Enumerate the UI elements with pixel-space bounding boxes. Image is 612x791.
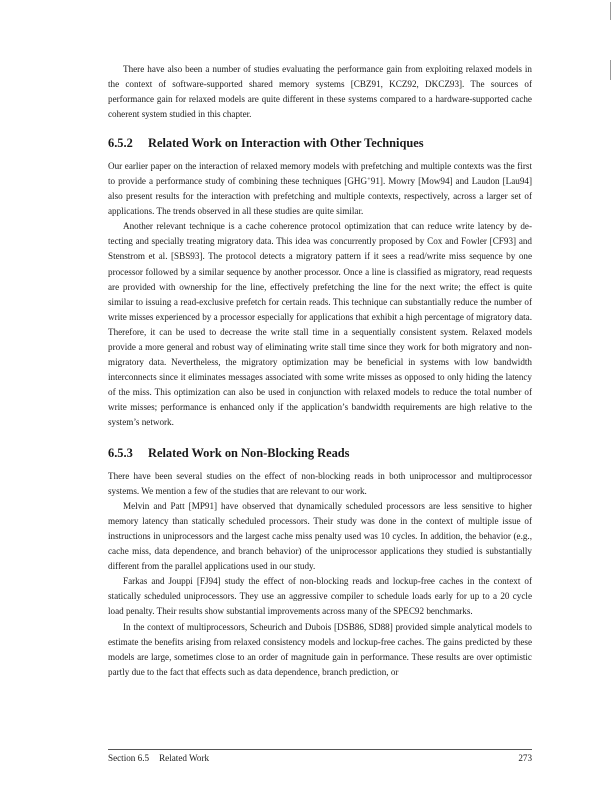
paragraph xyxy=(108,159,532,219)
section-number: 6.5.3 xyxy=(108,446,133,461)
footer-section-label: Section 6.5 xyxy=(108,753,150,763)
page-number: 273 xyxy=(518,753,532,763)
intro-paragraph: There have also been a number of studies evaluating the performance gain from exploiting relaxed models in the context of software-supported shared memory systems [CBZ91, KCZ92, DKCZ93]. The sources of performance gain for relaxed models are quite different in these systems compared to a hardware-supported cache coherent system studied in this chapter. xyxy=(108,64,532,120)
paragraph-text: Our earlier paper on the interaction of relaxed memory models with prefetching and multiple contexts was the first to provide a performance study of combining these techniques [GHG xyxy=(108,161,532,187)
running-footer xyxy=(108,752,209,764)
paragraph-text: 91]. Mowry [Mow94] and Laudon [Lau94] also present results for the interaction with prefetching and multiple contexts, respectively, across a larger set of applications. The trends observed in all these studies are quite similar. xyxy=(108,176,532,217)
section-heading-6-5-2 xyxy=(108,135,532,151)
footer-section-title: Related Work xyxy=(159,753,210,763)
section-title: Related Work on Non-Blocking Reads xyxy=(148,446,350,461)
paragraph: Farkas and Jouppi [FJ94] study the effect of non-blocking reads and lockup-free caches in the context of statically scheduled uniprocessors. They use an aggressive compiler to schedule loads early for up to a 20 cycle load penalty. Their results show substantial improvements across many of the SPEC92 benchmarks. xyxy=(108,576,532,617)
section-number: 6.5.2 xyxy=(108,136,133,151)
margin-mark-mid xyxy=(610,60,611,80)
superscript: + xyxy=(367,176,371,184)
paragraph: There have been several studies on the effect of non-blocking reads in both uniprocessor and multiprocessor systems. We mention a few of the studies that are relevant to our work. xyxy=(108,471,532,497)
paragraph: Another relevant technique is a cache coherence protocol optimization that can reduce write latency by detecting and specially treating migratory data. This idea was concurrently proposed by Cox and Fowler [CF93] and Stenstrom et al. [SBS93]. The protocol detects a migratory pattern if it sees a read/write miss sequence by one processor followed by a similar sequence by another processor. Once a line is classified as migratory, read requests are provided with ownership for the line, effectively prefetching the line for the next write; the effect is quite similar to issuing a read-exclusive prefetch for certain reads. This technique can substantially reduce the number of write misses experienced by a processor especially for applications that exhibit a high percentage of migratory data. Therefore, it can be used to decrease the write stall time in a sequentially consistent system. Relaxed models provide a more general and robust way of eliminating write stall time since they work for both migratory and non-migratory data. Nevertheless, the migratory optimization may be beneficial in systems with low bandwidth interconnects since it eliminates messages associated with some write misses as opposed to only hiding the latency of the miss. This optimization can also be used in conjunction with relaxed models to reduce the total number of write misses; performance is enhanced only if the application’s bandwidth requirements are high relative to the system’s network. xyxy=(108,221,532,427)
margin-mark-top xyxy=(610,2,611,20)
paragraph: Melvin and Patt [MP91] have observed that dynamically scheduled processors are less sensitive to higher memory latency than statically scheduled processors. Their study was done in the context of multiple issue of instructions in uniprocessors and the largest cache miss penalty used was 10 cycles. In addition, the behavior (e.g., cache miss, data dependence, and branch behavior) of the uniprocessor applications they studied is substantially different from the parallel applications used in our study. xyxy=(108,501,532,572)
section-heading-6-5-3 xyxy=(108,445,532,461)
section-title: Related Work on Interaction with Other Techniques xyxy=(148,136,424,151)
page-footer xyxy=(108,749,532,764)
page-body xyxy=(108,62,532,680)
paragraph: In the context of multiprocessors, Scheurich and Dubois [DSB86, SD88] provided simple analytical models to estimate the benefits arising from relaxed consistency models and lockup-free caches. The gains predicted by these models are large, sometimes close to an order of magnitude gain in performance. These results are over optimistic partly due to the fact that effects such as data dependence, branch prediction, or xyxy=(108,621,532,677)
